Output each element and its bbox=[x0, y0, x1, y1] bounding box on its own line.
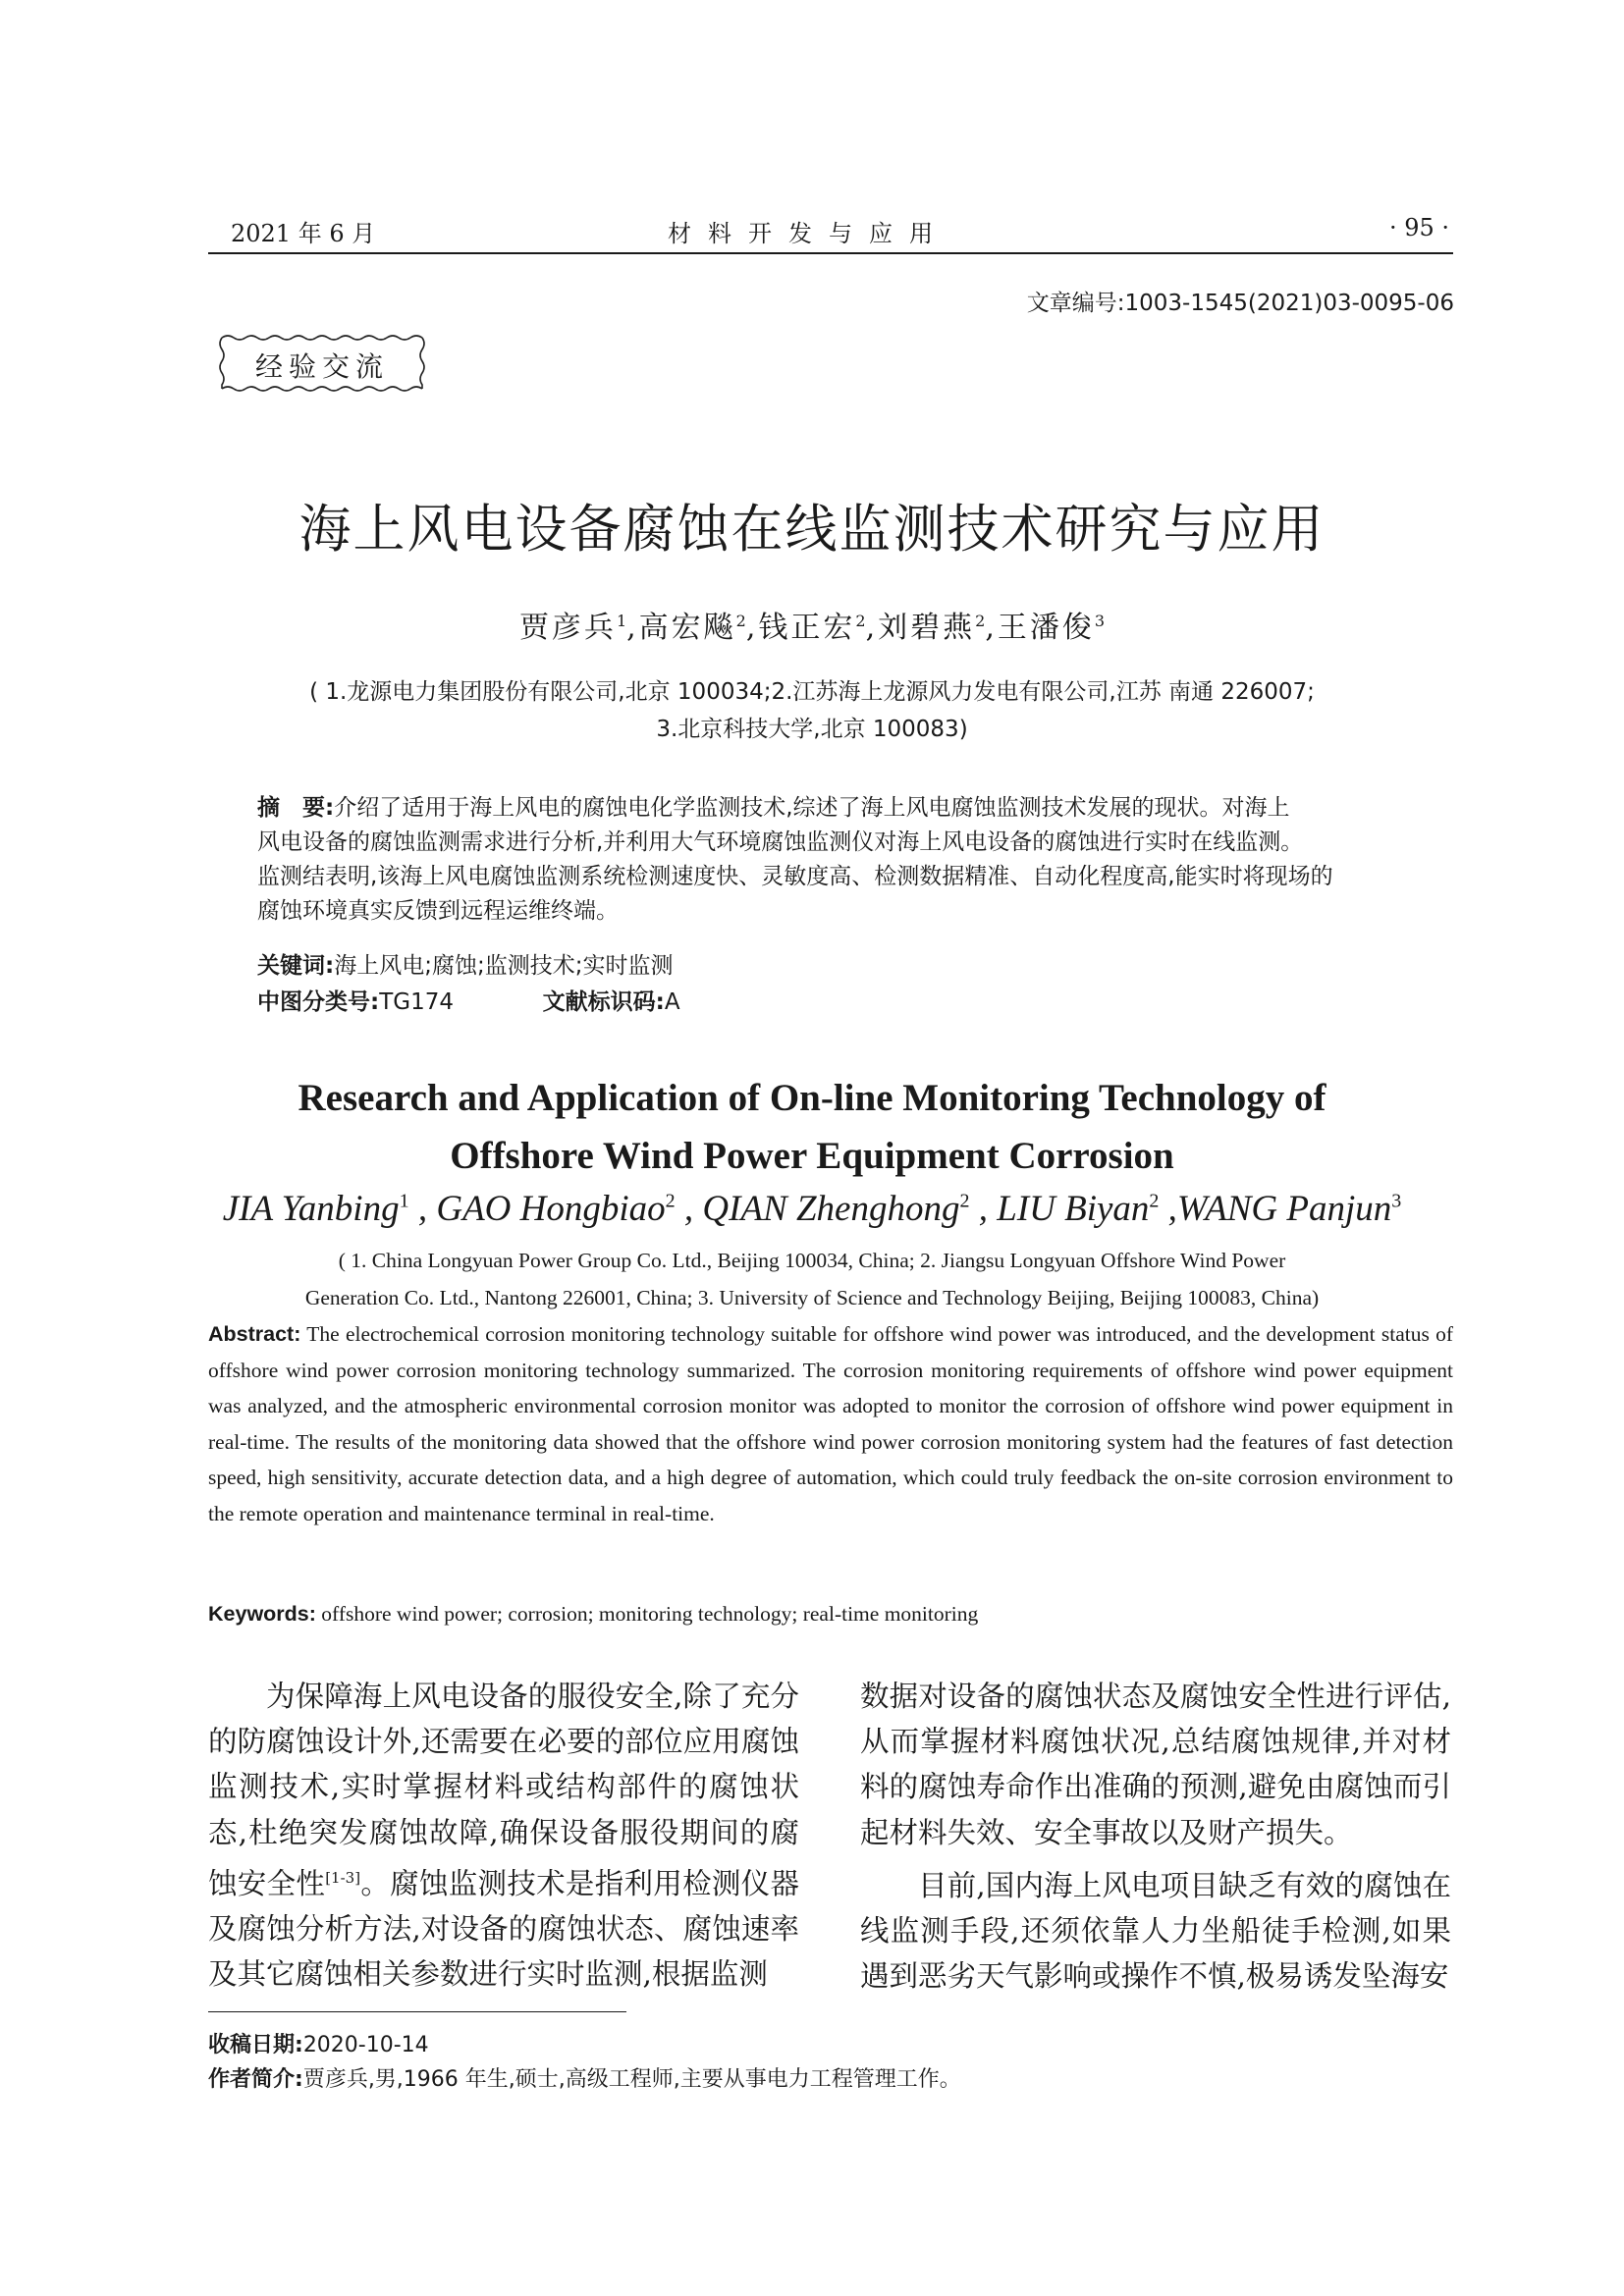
abstract-chinese-line: 监测结表明,该海上风电腐蚀监测系统检测速度快、灵敏度高、检测数据精准、自动化程度高,能实时将现场的 bbox=[257, 864, 1333, 889]
abstract-english bbox=[208, 1316, 1453, 1531]
authors-english: JIA Yanbing$^1$ , GAO Hongbiao$^2$ , QIAN Zhenghong$^2$ , LIU Biyan$^2$ ,WANG Panjun$^3$ bbox=[222, 1189, 1402, 1229]
body-paragraph: 目前,国内海上风电项目缺乏有效的腐蚀在线监测手段,还须依靠人力坐船徒手检测,如果遇到恶劣天气影响或操作不慎,极易诱发坠海安 bbox=[860, 1868, 1451, 1994]
author-name: WANG Panjun bbox=[1176, 1189, 1392, 1229]
keywords-english bbox=[208, 1602, 978, 1627]
author-affil-mark: 1 bbox=[616, 612, 627, 630]
abstract-chinese-label: 摘 要: bbox=[257, 795, 335, 821]
citation: [1-3] bbox=[325, 1868, 361, 1887]
body-paragraph: 为保障海上风电设备的服役安全,除了充分的防腐蚀设计外,还需要在必要的部位应用腐蚀监测技术,实时掌握材料或结构部件的腐蚀状态,杜绝突发腐蚀故障,确保设备服役期间的腐蚀安全性[1-3]。腐蚀监测技术是指利用检测仪器及腐蚀分析方法,对设备的腐蚀状态、腐蚀速率及其它腐蚀相关参数进行实时监测,根据监测 bbox=[208, 1680, 799, 1992]
authors-chinese: 贾彦兵$^1$,高宏飚$^2$,钱正宏$^2$,刘碧燕$^2$,王潘俊$^3$ bbox=[518, 611, 1106, 645]
author-affil-mark: 2 bbox=[975, 612, 986, 630]
author-name: 王潘俊 bbox=[997, 611, 1095, 645]
author-name: LIU Biyan bbox=[997, 1189, 1150, 1229]
author-name: 钱正宏 bbox=[758, 611, 856, 645]
clc-code: TG174 bbox=[379, 989, 454, 1015]
keywords-chinese bbox=[257, 949, 1396, 984]
abstract-english-label: Abstract: bbox=[208, 1322, 301, 1346]
title-chinese: 海上风电设备腐蚀在线监测技术研究与应用 bbox=[298, 500, 1326, 560]
abstract-chinese-line: 腐蚀环境真实反馈到远程运维终端。 bbox=[257, 898, 619, 924]
keywords-english-text: offshore wind power; corrosion; monitoring technology; real-time monitoring bbox=[321, 1602, 979, 1626]
body-column-right bbox=[860, 1674, 1451, 1999]
author-name: GAO Hongbiao bbox=[436, 1189, 666, 1229]
abstract-chinese bbox=[257, 791, 1396, 929]
author-affil-mark: 2 bbox=[1149, 1190, 1160, 1212]
header-journal-name: 材料开发与应用 bbox=[668, 220, 949, 247]
doc-code: A bbox=[664, 989, 680, 1015]
author-name: QIAN Zhenghong bbox=[702, 1189, 960, 1229]
header-rule bbox=[208, 252, 1453, 254]
author-affil-mark: 2 bbox=[735, 612, 746, 630]
title-english-line: Research and Application of On-line Monitoring Technology of bbox=[298, 1077, 1326, 1119]
author-affil-mark: 3 bbox=[1391, 1190, 1402, 1212]
author-name: 刘碧燕 bbox=[878, 611, 976, 645]
author-name: 贾彦兵 bbox=[518, 611, 617, 645]
clc-label: 中图分类号: bbox=[257, 989, 380, 1015]
abstract-chinese-line: 摘 要:介绍了适用于海上风电的腐蚀电化学监测技术,综述了海上风电腐蚀监测技术发展的现状。对海上 bbox=[257, 795, 1290, 821]
footnote-author-bio bbox=[208, 2062, 961, 2093]
column-tag bbox=[216, 334, 428, 393]
author-bio-text: 贾彦兵,男,1966 年生,硕士,高级工程师,主要从事电力工程管理工作。 bbox=[302, 2067, 961, 2092]
header-page-number: · 95 · bbox=[1388, 214, 1449, 241]
author-affil-mark: 2 bbox=[855, 612, 866, 630]
affiliation-chinese-line: 3.北京科技大学,北京 100083) bbox=[656, 717, 968, 742]
body-paragraph: 数据对设备的腐蚀状态及腐蚀安全性进行评估,从而掌握材料腐蚀状况,总结腐蚀规律,并对材料的腐蚀寿命作出准确的预测,避免由腐蚀而引起材料失效、安全事故以及财产损失。 bbox=[860, 1680, 1451, 1849]
header-date: 2021 年 6 月 bbox=[231, 220, 376, 247]
column-tag-label: 经验交流 bbox=[254, 350, 389, 383]
title-english-line: Offshore Wind Power Equipment Corrosion bbox=[450, 1135, 1174, 1177]
author-affil-mark: 2 bbox=[665, 1190, 676, 1212]
footnote-received bbox=[208, 2028, 429, 2058]
keywords-chinese-label: 关键词: bbox=[257, 953, 335, 979]
keywords-english-label: Keywords: bbox=[208, 1602, 316, 1626]
author-name: JIA Yanbing bbox=[222, 1189, 400, 1229]
classification-codes bbox=[257, 986, 1396, 1020]
affiliation-english-line: Generation Co. Ltd., Nantong 226001, China; 3. University of Science and Technology Beijing, Beijing 100083, China) bbox=[304, 1286, 1320, 1309]
author-affil-mark: 2 bbox=[959, 1190, 970, 1212]
body-column-left bbox=[208, 1674, 799, 1997]
keywords-chinese-text: 海上风电;腐蚀;监测技术;实时监测 bbox=[334, 953, 674, 979]
author-name: 高宏飚 bbox=[638, 611, 736, 645]
doc-code-label: 文献标识码: bbox=[542, 989, 665, 1015]
article-number: 文章编号:1003-1545(2021)03-0095-06 bbox=[1026, 291, 1454, 316]
abstract-chinese-line: 风电设备的腐蚀监测需求进行分析,并利用大气环境腐蚀监测仪对海上风电设备的腐蚀进行实时在线监测。 bbox=[257, 829, 1304, 855]
author-bio-label: 作者简介: bbox=[208, 2067, 303, 2092]
received-date: 2020-10-14 bbox=[302, 2033, 429, 2057]
affiliation-english-line: ( 1. China Longyuan Power Group Co. Ltd., Beijing 100034, China; 2. Jiangsu Longyuan Offshore Wind Power bbox=[338, 1249, 1286, 1272]
author-affil-mark: 3 bbox=[1094, 612, 1106, 630]
received-label: 收稿日期: bbox=[208, 2033, 303, 2057]
abstract-english-text: The electrochemical corrosion monitoring technology suitable for offshore wind power was introduced, and the development status of offshore wind power corrosion monitoring technology summarized. The corrosion monitoring requirements of offshore wind power equipment was analyzed, and the atmospheric environmental corrosion monitor was adopted to monitor the corrosion of offshore wind power equipment in real-time. The results of the monitoring data showed that the offshore wind power corrosion monitoring system had the features of fast detection speed, high sensitivity, accurate detection data, and a high degree of automation, which could truly feedback the on-site corrosion environment to the remote operation and maintenance terminal in real-time. bbox=[208, 1322, 1453, 1525]
affiliation-chinese-line: ( 1.龙源电力集团股份有限公司,北京 100034;2.江苏海上龙源风力发电有限公司,江苏 南通 226007; bbox=[309, 679, 1315, 705]
footnote-rule bbox=[208, 2011, 626, 2012]
author-affil-mark: 1 bbox=[399, 1190, 409, 1212]
